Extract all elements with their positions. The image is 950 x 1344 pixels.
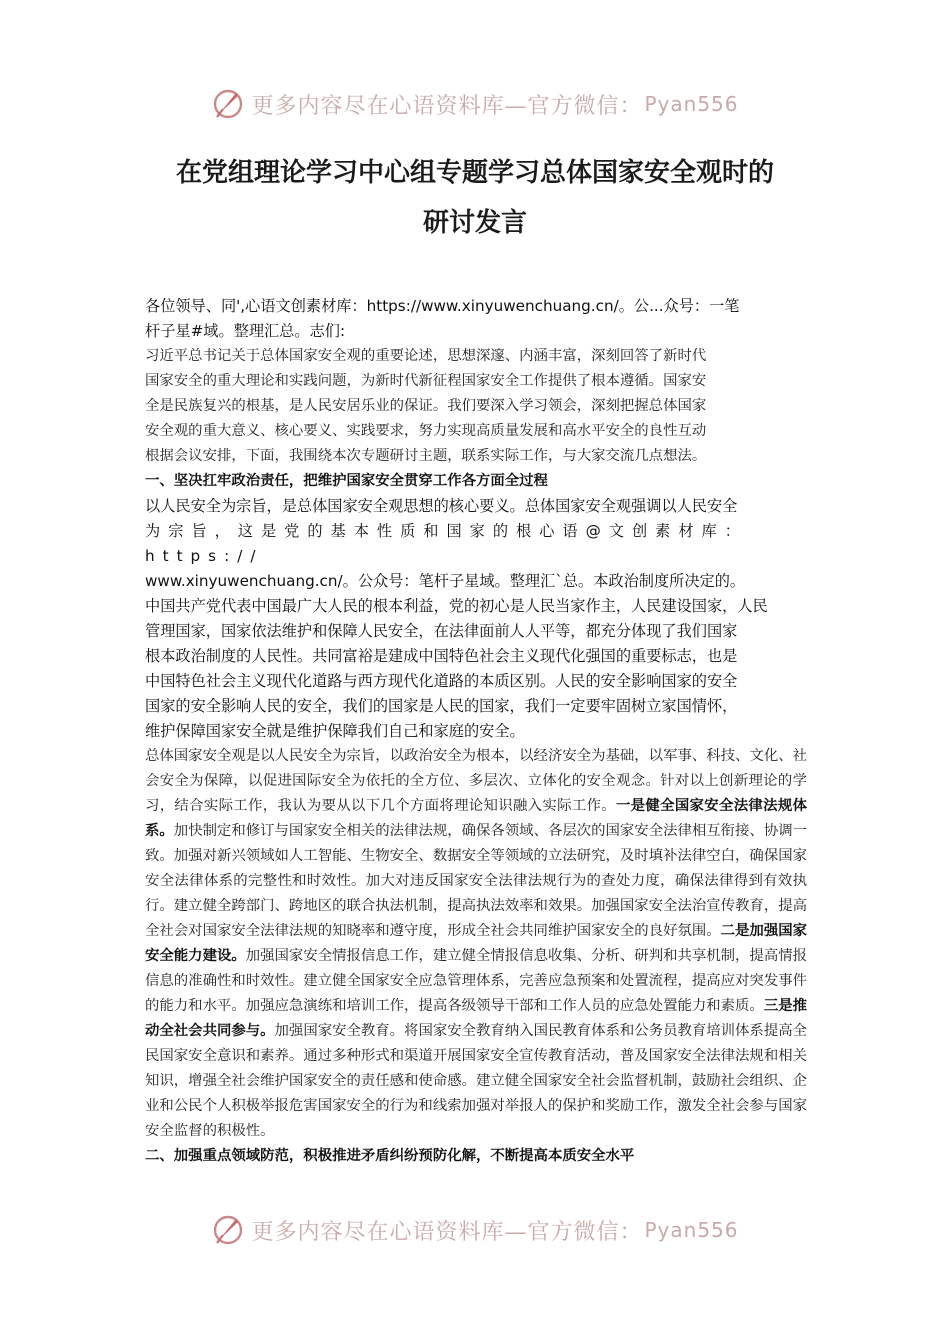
paragraph-line: www.xinyuwenchuang.cn/。公众号：笔杆子星域。整理汇`总。本政治制度所决定的。	[145, 572, 746, 590]
document-title	[120, 148, 830, 248]
document-body	[145, 294, 807, 1169]
para3-text-c: 加快制定和修订与国家安全相关的法律法规，确保各领域、各层次的国家安全法律相互衔接、协调一致。加强对新兴领域如人工智能、生物安全、数据安全等领域的立法研究，及时填补法律空白，确保国家安全法律体系的完整性和时效性。加大对违反国家安全法律法规行为的查处力度，确保法律得到有效执行。建立健全跨部门、跨地区的联合执法机制，提高执法效率和效果。加强国家安全法治宣传教育，提高全社会对国家安全法律法规的知晓率和遵守度，形成全社会共同维护国家安全的良好氛围。	[145, 823, 807, 939]
banner-wechat-id: Pyan556	[644, 1218, 739, 1242]
quill-circle-icon	[211, 87, 245, 121]
paragraph-line: 安全观的重大意义、核心要义、实践要求，努力实现高质量发展和高水平安全的良性互动	[145, 423, 707, 439]
point-3-heading: 三是推动全社会共同参与。	[145, 998, 807, 1039]
intro-line-1: 各位领导、同',心语文创素材库：https://www.xinyuwenchuang.cn/。公...众号：一笔	[145, 297, 740, 315]
paragraph-line: 国家安全的重大理论和实践问题，为新时代新征程国家安全工作提供了根本遵循。国家安	[145, 373, 707, 389]
paragraph-line: 根据会议安排，下面，我围绕本次专题研讨主题，联系实际工作，与大家交流几点想法。	[145, 448, 707, 464]
paragraph-3	[145, 744, 807, 1144]
point-2-heading: 二是加强国家安全能力建设。	[145, 923, 807, 964]
spread-line: 为宗旨，这是党的基本性质和国家的根心语@文创素材库：https://	[145, 522, 748, 565]
banner-text: 更多内容尽在心语资料库—官方微信：	[251, 1219, 643, 1245]
paragraph-1	[145, 344, 807, 469]
title-line-2: 研讨发言	[422, 208, 527, 238]
paragraph-line: 以人民安全为宗旨，是总体国家安全观思想的核心要义。总体国家安全观强调以人民安全	[145, 497, 738, 515]
paragraph-line: 维护保障国家安全就是维护保障我们自己和家庭的安全。	[145, 722, 525, 740]
title-line-1: 在党组理论学习中心组专题学习总体国家安全观时的	[175, 158, 774, 188]
paragraph-line: 习近平总书记关于总体国家安全观的重要论述，思想深邃、内涵丰富，深刻回答了新时代	[145, 348, 707, 364]
paragraph-line	[145, 519, 807, 569]
footer-banner	[0, 1208, 950, 1252]
paragraph-line: 根本政治制度的人民性。共同富裕是建成中国特色社会主义现代化强国的重要标志，也是	[145, 647, 738, 665]
intro-line-2: 杆子星#域。整理汇总。志们:	[145, 322, 346, 340]
para3-text-a: 总体国家安全观是以人民安全为宗旨，以政治安全为根本，以经济安全为基础，以军事、科技、文化、社会安全为保障，以促进国际安全为依托的全方位、多层次、立体化的安全观念。针对以上创新理论的学习，结合实际工作，我认为要从以下几个方面将理论知识融入实际工作。	[145, 748, 807, 814]
banner-wechat-id: Pyan556	[644, 92, 739, 116]
paragraph-2	[145, 494, 807, 744]
paragraph-line: 国家的安全影响人民的安全，我们的国家是人民的国家，我们一定要牢固树立家国情怀，	[145, 697, 738, 715]
paragraph-line: 管理国家，国家依法维护和保障人民安全，在法律面前人人平等，都充分体现了我们国家	[145, 622, 738, 640]
para3-text-d: 加强国家安全情报信息工作，建立健全情报信息收集、分析、研判和共享机制，提高情报信息的准确性和时效性。建立健全国家安全应急管理体系，完善应急预案和处置流程，提高应对突发事件的能力和水平。加强应急演练和培训工作，提高各级领导干部和工作人员的应急处置能力和素质。	[145, 948, 807, 1014]
section-heading-1: 一、坚决扛牢政治责任，把维护国家安全贯穿工作各方面全过程	[145, 473, 548, 489]
paragraph-line: 中国共产党代表中国最广大人民的根本利益，党的初心是人民当家作主，人民建设国家，人民	[145, 597, 768, 615]
section-heading-2: 二、加强重点领域防范，积极推进矛盾纠纷预防化解，不断提高本质安全水平	[145, 1148, 635, 1164]
banner-text: 更多内容尽在心语资料库—官方微信：	[251, 93, 643, 119]
header-banner	[0, 82, 950, 126]
paragraph-line: 中国特色社会主义现代化道路与西方现代化道路的本质区别。人民的安全影响国家的安全	[145, 672, 738, 690]
point-1-heading: 一是健全国家安全法律法规体系。	[145, 798, 807, 839]
quill-circle-icon	[211, 1213, 245, 1247]
paragraph-line: 全是民族复兴的根基，是人民安居乐业的保证。我们要深入学习领会，深刻把握总体国家	[145, 398, 707, 414]
para3-text-e: 加强国家安全教育。将国家安全教育纳入国民教育体系和公务员教育培训体系提高全民国家安全意识和素养。通过多种形式和渠道开展国家安全宣传教育活动，普及国家安全法律法规和相关知识，增强全社会维护国家安全的责任感和使命感。建立健全国家安全社会监督机制，鼓励社会组织、企业和公民个人积极举报危害国家安全的行为和线索加强对举报人的保护和奖励工作，激发全社会参与国家安全监督的积极性。	[145, 1023, 807, 1139]
